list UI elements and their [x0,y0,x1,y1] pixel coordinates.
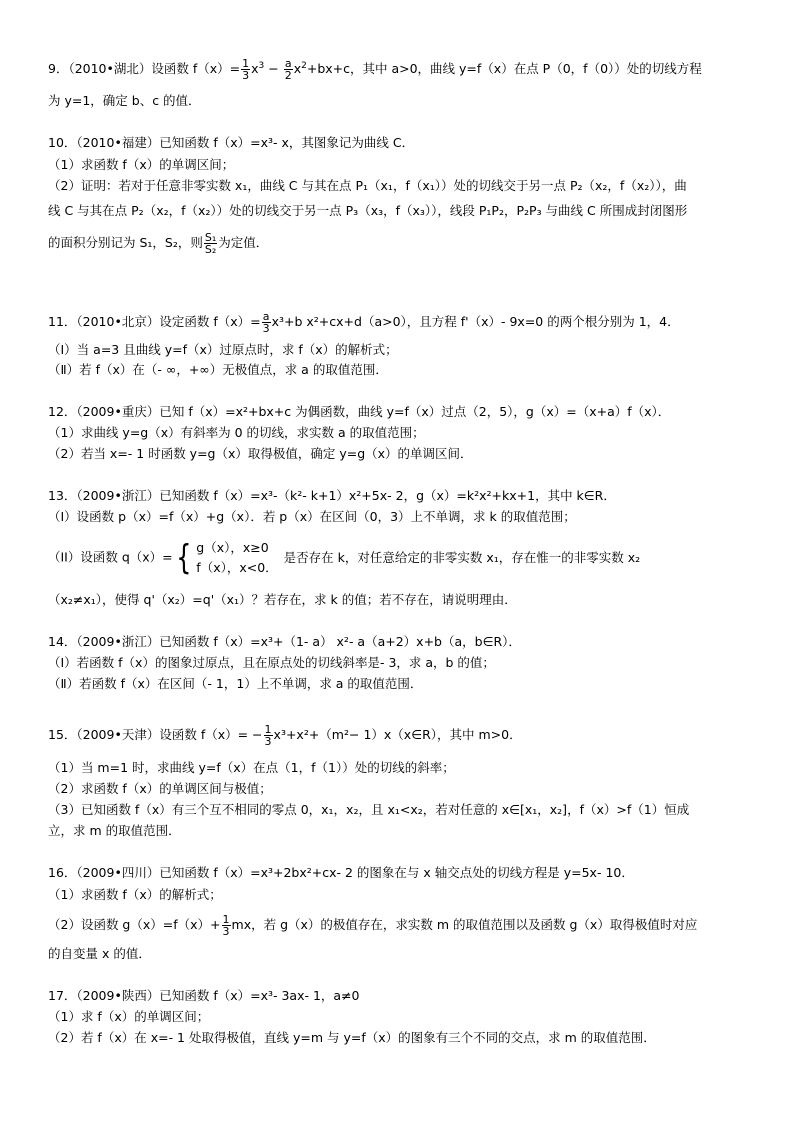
problem-13-line-3 [48,538,640,578]
problem-17-line-3: （2）若 f（x）在 x=- 1 处取得极值，直线 y=m 与 y=f（x）的图象有三个不同的交点，求 m 的取值范围． [48,1030,656,1045]
problem-17-line-2: （1）求 f（x）的单调区间； [48,1009,210,1024]
problem-13-line-4: （x₂≠x₁），使得 q'（x₂）=q'（x₁）？若存在，求 k 的值；若不存在，请说明理由． [48,592,517,607]
denominator: 3 [242,69,250,82]
problem-9-line-1 [48,58,702,81]
problem-14-line-1: 14．（2009•浙江）已知函数 f（x）=x³+（1- a） x²- a（a+2）x+b（a，b∈R）． [48,634,521,649]
text: − [264,61,283,76]
case-1: g（x），x≥0 [196,540,269,555]
problem-11-line-3: （Ⅱ）若 f（x）在（- ∞，+∞）无极值点，求 a 的取值范围． [48,362,388,377]
numerator: 1 [264,723,272,736]
problem-10-line-4: 线 C 与其在点 P₂（x₂，f（x₂））处的切线交于另一点 P₃（x₃，f（x₃）），线段 P₁P₂，P₂P₃ 与曲线 C 所围成封闭图形 [48,203,688,218]
text: x³+x²+（m²− 1）x（x∈R），其中 m>0． [273,727,522,742]
problem-14-line-2: （I）若函数 f（x）的图象过原点，且在原点处的切线斜率是- 3，求 a，b 的值； [48,655,495,670]
problem-11-line-1 [48,311,680,334]
text: 为定值． [218,235,269,250]
denominator: S₂ [204,243,217,256]
text: 9．（2010•湖北）设函数 f（x）= [48,61,241,76]
problem-10-line-2: （1）求函数 f（x）的单调区间； [48,157,235,172]
problem-16-line-3 [48,914,697,937]
text: 15．（2009•天津）设函数 f（x）= − [48,727,263,742]
text: 是否存在 k，对任意给定的非零实数 x₁，存在惟一的非零实数 x₂ [283,549,641,565]
denominator: 2 [284,69,292,82]
fraction [262,311,271,334]
denominator: 3 [264,735,272,748]
problem-13-line-1: 13．（2009•浙江）已知函数 f（x）=x³-（k²- k+1）x²+5x- 2，g（x）=k²x²+kx+1，其中 k∈R． [48,488,616,503]
problem-9-line-2: 为 y=1，确定 b、c 的值． [48,93,201,108]
fraction [284,58,293,81]
piecewise-cases [196,538,277,578]
problem-16-line-2: （1）求函数 f（x）的解析式； [48,887,222,902]
problem-15-line-1 [48,724,522,747]
problem-10-line-1: 10．（2010•福建）已知函数 f（x）=x³- x，其图象记为曲线 C． [48,135,415,150]
text: +bx+c，其中 a>0，曲线 y=f（x）在点 P（0，f（0））处的切线方程 [306,61,702,76]
problem-16-line-1: 16．（2009•四川）已知函数 f（x）=x³+2bx²+cx- 2 的图象在与 x 轴交点处的切线方程是 y=5x- 10． [48,865,634,880]
problem-10-line-3: （2）证明：若对于任意非零实数 x₁，曲线 C 与其在点 P₁（x₁，f（x₁））处的切线交于另一点 P₂（x₂，f（x₂）），曲 [48,178,687,193]
problem-12-line-2: （1）求曲线 y=g（x）有斜率为 0 的切线，求实数 a 的取值范围； [48,425,425,440]
fraction [204,232,217,255]
problem-15-line-3: （2）求函数 f（x）的单调区间与极值； [48,781,272,796]
text: mx，若 g（x）的极值存在，求实数 m 的取值范围以及函数 g（x）取得极值时对应 [231,917,698,932]
numerator: 1 [222,913,230,926]
problem-15-line-5: 立，求 m 的取值范围． [48,823,181,838]
numerator: a [262,310,270,323]
numerator: S₁ [204,231,217,244]
text: 的面积分别记为 S₁，S₂，则 [48,235,203,250]
exponent: 2 [301,60,307,71]
text: （II）设函数 q（x）= [48,549,173,565]
text: 11．（2010•北京）设定函数 f（x）= [48,314,261,329]
problem-12-line-3: （2）若当 x=- 1 时函数 y=g（x）取得极值，确定 y=g（x）的单调区间． [48,446,473,461]
problem-17-line-1: 17．（2009•陕西）已知函数 f（x）=x³- 3ax- 1，a≠0 [48,988,360,1003]
problem-15-line-2: （1）当 m=1 时，求曲线 y=f（x）在点（1，f（1））处的切线的斜率； [48,760,455,775]
fraction [241,58,250,81]
text: （2）设函数 g（x）=f（x）+ [48,917,221,932]
case-2: f（x），x<0． [196,560,278,575]
problem-10-line-5 [48,232,268,255]
problem-11-line-2: （Ⅰ）当 a=3 且曲线 y=f（x）过原点时，求 f（x）的解析式； [48,342,398,357]
problem-13-line-2: （I）设函数 p（x）=f（x）+g（x）．若 p（x）在区间（0，3）上不单调，求 k 的取值范围； [48,509,576,524]
fraction [222,914,231,937]
problem-14-line-3: （Ⅱ）若函数 f（x）在区间（- 1，1）上不单调，求 a 的取值范围． [48,676,423,691]
text: x [293,61,302,76]
numerator: 1 [242,57,250,70]
problem-12-line-1: 12．（2009•重庆）已知 f（x）=x²+bx+c 为偶函数，曲线 y=f（x）过点（2，5），g（x）=（x+a）f（x）． [48,404,671,419]
denominator: 3 [222,925,230,938]
fraction [264,724,273,747]
brace: { [175,538,192,578]
text: x³+b x²+cx+d（a>0），且方程 f'（x）- 9x=0 的两个根分别为 1，4． [271,314,680,329]
denominator: 3 [262,322,270,335]
problem-15-line-4: （3）已知函数 f（x）有三个互不相同的零点 0，x₁，x₂，且 x₁<x₂，若对任意的 x∈[x₁，x₂]，f（x）>f（1）恒成 [48,802,690,817]
numerator: a [284,57,292,70]
exponent: 3 [258,60,265,71]
text: x [251,61,259,76]
problem-16-line-4: 的自变量 x 的值． [48,946,151,961]
